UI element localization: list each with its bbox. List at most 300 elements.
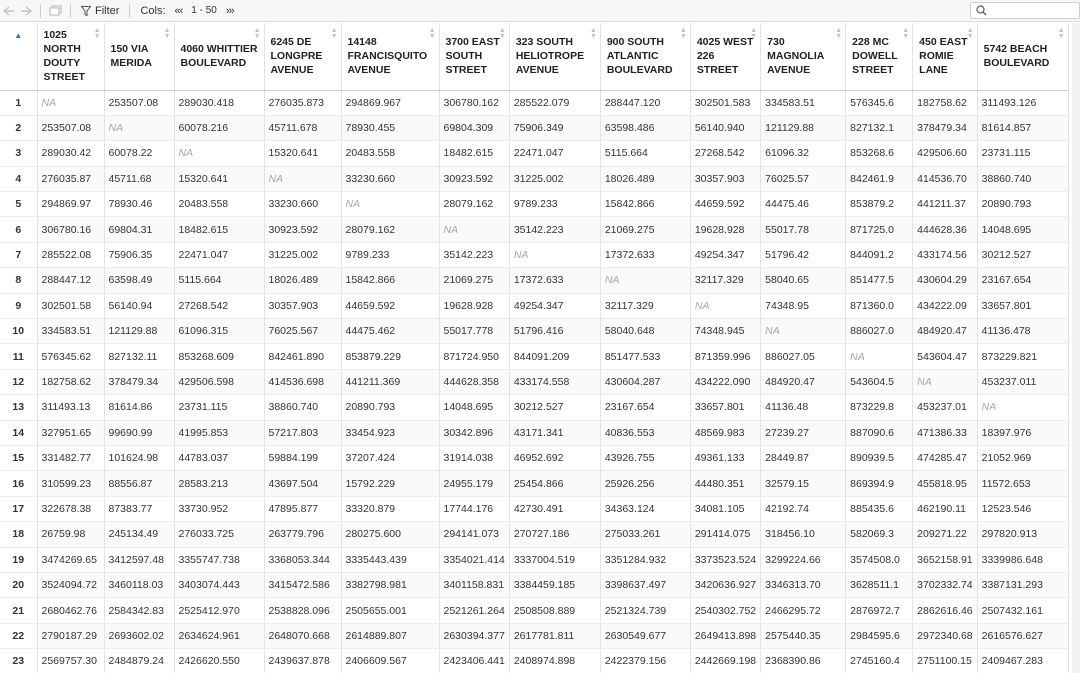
table-cell: 2745160.4 [846, 649, 913, 673]
row-number: 1 [0, 90, 37, 115]
table-cell: 46952.692 [509, 445, 600, 470]
table-cell: 288447.120 [600, 90, 690, 115]
table-cell: 44475.46 [761, 192, 846, 217]
table-cell: 37207.424 [341, 445, 439, 470]
table-cell: 294141.073 [439, 522, 509, 547]
table-cell: 30357.903 [690, 166, 760, 191]
table-cell: 253507.08 [104, 90, 174, 115]
table-cell: 3412597.48 [104, 547, 174, 572]
table-cell: 289030.418 [174, 90, 264, 115]
table-row [0, 293, 1068, 318]
table-cell: 3652158.91 [913, 547, 977, 572]
table-cell: 41136.478 [977, 319, 1068, 344]
table-cell: 842461.890 [264, 344, 341, 369]
table-cell: 294869.97 [37, 192, 104, 217]
table-cell: NA [690, 293, 760, 318]
table-cell: 3474269.65 [37, 547, 104, 572]
table-cell: 42730.491 [509, 496, 600, 521]
table-cell: NA [509, 242, 600, 267]
table-cell: NA [761, 319, 846, 344]
table-cell: 30342.896 [439, 420, 509, 445]
table-cell: 24955.179 [439, 471, 509, 496]
table-cell: 15320.641 [264, 141, 341, 166]
table-cell: 444628.358 [439, 369, 509, 394]
table-row [0, 420, 1068, 445]
column-header[interactable] [977, 23, 1068, 90]
table-cell: 2368390.86 [761, 649, 846, 673]
table-cell: 9789.233 [509, 192, 600, 217]
table-cell: 430604.29 [913, 268, 977, 293]
table-cell: 289030.42 [37, 141, 104, 166]
table-cell: 18397.976 [977, 420, 1068, 445]
table-cell: 14048.695 [439, 395, 509, 420]
table-cell: 28079.162 [341, 217, 439, 242]
table-row [0, 217, 1068, 242]
table-cell: 871359.996 [690, 344, 760, 369]
table-cell: 41136.48 [761, 395, 846, 420]
table-cell: 2693602.02 [104, 623, 174, 648]
table-cell: 827132.1 [846, 115, 913, 140]
column-header-label: 1025 NORTH DOUTY STREET [43, 29, 85, 84]
column-header[interactable] [509, 23, 600, 90]
row-number: 7 [0, 242, 37, 267]
sort-arrows-icon: ▲ ▼ [679, 27, 687, 40]
table-cell: 32117.329 [690, 268, 760, 293]
table-cell: 853879.2 [846, 192, 913, 217]
table-cell: 886027.05 [761, 344, 846, 369]
column-header-label: 6245 DE LONGPRE AVENUE [270, 36, 323, 77]
table-cell: 61096.32 [761, 141, 846, 166]
table-cell: 322678.38 [37, 496, 104, 521]
sort-arrows-icon: ▲ ▼ [428, 27, 436, 40]
table-cell: 60078.216 [174, 115, 264, 140]
table-cell: 5115.664 [174, 268, 264, 293]
table-cell: 453237.011 [977, 369, 1068, 394]
table-cell: NA [846, 344, 913, 369]
table-cell: 3355747.738 [174, 547, 264, 572]
forward-arrow-icon[interactable] [17, 2, 34, 19]
table-cell: 18026.489 [264, 268, 341, 293]
table-cell: 34081.105 [690, 496, 760, 521]
table-cell: 55017.778 [439, 319, 509, 344]
table-cell: 2876972.7 [846, 598, 913, 623]
table-cell: 44480.351 [690, 471, 760, 496]
table-cell: 30923.592 [439, 166, 509, 191]
vertical-scrollbar[interactable] [1072, 23, 1080, 673]
sort-arrows-icon: ▲ ▼ [253, 27, 261, 40]
table-cell: 2972340.68 [913, 623, 977, 648]
table-cell: 30357.903 [264, 293, 341, 318]
table-cell: 27268.542 [690, 141, 760, 166]
back-arrow-icon[interactable] [0, 2, 17, 19]
table-cell: 3398637.497 [600, 572, 690, 597]
table-cell: 869394.9 [846, 471, 913, 496]
table-cell: 75906.349 [509, 115, 600, 140]
column-header[interactable] [104, 23, 174, 90]
column-header-label: 4060 WHITTIER BOULEVARD [180, 43, 258, 70]
toolbar-divider [70, 4, 71, 18]
table-cell: 455818.95 [913, 471, 977, 496]
table-row [0, 369, 1068, 394]
sort-arrows-icon: ▲ ▼ [750, 27, 758, 40]
table-cell: 69804.309 [439, 115, 509, 140]
table-cell: 22471.047 [509, 141, 600, 166]
table-cell: 2538828.096 [264, 598, 341, 623]
table-cell: 121129.88 [104, 319, 174, 344]
row-number: 17 [0, 496, 37, 521]
table-cell: 311493.126 [977, 90, 1068, 115]
table-cell: 26759.98 [37, 522, 104, 547]
table-cell: 3382798.981 [341, 572, 439, 597]
table-cell: 276035.87 [37, 166, 104, 191]
table-cell: NA [439, 217, 509, 242]
table-row [0, 141, 1068, 166]
table-cell: 334583.51 [37, 319, 104, 344]
row-index-header[interactable] [0, 23, 37, 90]
table-cell: 253507.08 [37, 115, 104, 140]
table-cell: 43697.504 [264, 471, 341, 496]
column-header[interactable] [600, 23, 690, 90]
table-cell: 56140.94 [104, 293, 174, 318]
table-cell: 441211.37 [913, 192, 977, 217]
row-number: 22 [0, 623, 37, 648]
table-cell: 310599.23 [37, 471, 104, 496]
table-cell: 2423406.441 [439, 649, 509, 673]
table-cell: 81614.86 [104, 395, 174, 420]
table-cell: 414536.698 [264, 369, 341, 394]
table-row [0, 471, 1068, 496]
table-cell: 827132.11 [104, 344, 174, 369]
table-row [0, 319, 1068, 344]
table-cell: 844091.2 [846, 242, 913, 267]
table-cell: 3354021.414 [439, 547, 509, 572]
table-cell: 2409467.283 [977, 649, 1068, 673]
data-grid [0, 23, 1080, 673]
table-cell: 74348.95 [761, 293, 846, 318]
table-cell: 88556.87 [104, 471, 174, 496]
table-cell: NA [264, 166, 341, 191]
table-row [0, 166, 1068, 191]
column-header[interactable] [37, 23, 104, 90]
table-cell: 2614889.807 [341, 623, 439, 648]
table-cell: 2575440.35 [761, 623, 846, 648]
table-cell: 2521261.264 [439, 598, 509, 623]
table-cell: 2422379.156 [600, 649, 690, 673]
column-header[interactable] [439, 23, 509, 90]
table-cell: 276035.873 [264, 90, 341, 115]
table-cell: 44659.592 [690, 192, 760, 217]
table-row [0, 192, 1068, 217]
table-cell: 47895.877 [264, 496, 341, 521]
table-cell: 76025.567 [264, 319, 341, 344]
row-number: 20 [0, 572, 37, 597]
table-cell: 334583.51 [761, 90, 846, 115]
row-number: 15 [0, 445, 37, 470]
table-cell: 311493.13 [37, 395, 104, 420]
table-cell: 58040.648 [600, 319, 690, 344]
row-number: 9 [0, 293, 37, 318]
filter-button[interactable] [77, 5, 123, 17]
cols-next-button[interactable]: ›» [225, 4, 234, 17]
table-cell: 306780.162 [439, 90, 509, 115]
row-number: 18 [0, 522, 37, 547]
table-cell: 25454.866 [509, 471, 600, 496]
column-header[interactable] [341, 23, 439, 90]
sort-arrows-icon: ▲ ▼ [330, 27, 338, 40]
column-header-label: 5742 BEACH BOULEVARD [983, 43, 1050, 70]
popout-window-icon[interactable] [47, 2, 64, 19]
table-cell: 12523.546 [977, 496, 1068, 521]
table-cell: 2680462.76 [37, 598, 104, 623]
filter-label: Filter [95, 4, 120, 17]
table-cell: 35142.223 [509, 217, 600, 242]
table-cell: 429506.60 [913, 141, 977, 166]
table-cell: 873229.8 [846, 395, 913, 420]
table-cell: 2426620.550 [174, 649, 264, 673]
table-cell: 101624.98 [104, 445, 174, 470]
table-cell: 81614.857 [977, 115, 1068, 140]
table-row [0, 268, 1068, 293]
table-cell: 543604.5 [846, 369, 913, 394]
table-cell: 3384459.185 [509, 572, 600, 597]
table-cell: 38860.740 [977, 166, 1068, 191]
table-cell: 63598.49 [104, 268, 174, 293]
table-cell: 2484879.24 [104, 649, 174, 673]
table-cell: 15842.866 [341, 268, 439, 293]
table-row [0, 572, 1068, 597]
table-cell: NA [600, 268, 690, 293]
table-cell: 444628.36 [913, 217, 977, 242]
column-header[interactable] [846, 23, 913, 90]
column-header-label: 228 MC DOWELL STREET [852, 36, 898, 77]
table-cell: 871724.950 [439, 344, 509, 369]
table-cell: 885435.6 [846, 496, 913, 521]
table-cell: 484920.47 [761, 369, 846, 394]
table-cell: 3415472.586 [264, 572, 341, 597]
sort-arrows-icon: ▲ ▼ [966, 27, 974, 40]
table-cell: 2634624.961 [174, 623, 264, 648]
table-cell: 853268.6 [846, 141, 913, 166]
table-cell: 121129.88 [761, 115, 846, 140]
table-cell: 2790187.29 [37, 623, 104, 648]
table-cell: 32117.329 [600, 293, 690, 318]
table-cell: 51796.416 [509, 319, 600, 344]
sort-arrows-icon: ▲ ▼ [902, 27, 910, 40]
table-cell: 471386.33 [913, 420, 977, 445]
table-cell: 75906.35 [104, 242, 174, 267]
table-cell: 3420636.927 [690, 572, 760, 597]
cols-prev-button[interactable]: «‹ [174, 4, 183, 17]
table-cell: 871725.0 [846, 217, 913, 242]
table-cell: 15320.641 [174, 166, 264, 191]
table-cell: 3387131.293 [977, 572, 1068, 597]
table-cell: 2442669.198 [690, 649, 760, 673]
table-cell: 5115.664 [600, 141, 690, 166]
table-cell: 576345.62 [37, 344, 104, 369]
column-header[interactable] [174, 23, 264, 90]
table-cell: 853879.229 [341, 344, 439, 369]
table-cell: 2525412.970 [174, 598, 264, 623]
table-cell: 263779.796 [264, 522, 341, 547]
table-cell: 3401158.831 [439, 572, 509, 597]
table-cell: 74348.945 [690, 319, 760, 344]
table-cell: NA [104, 115, 174, 140]
row-number: 12 [0, 369, 37, 394]
table-cell: 270727.186 [509, 522, 600, 547]
row-number: 16 [0, 471, 37, 496]
table-row [0, 90, 1068, 115]
table-cell: 23167.654 [600, 395, 690, 420]
table-cell: 430604.287 [600, 369, 690, 394]
row-number: 8 [0, 268, 37, 293]
table-cell: 42192.74 [761, 496, 846, 521]
table-row [0, 598, 1068, 623]
table-cell: 21069.275 [439, 268, 509, 293]
table-cell: 48569.983 [690, 420, 760, 445]
table-cell: 2521324.739 [600, 598, 690, 623]
column-header-label: 730 MAGNOLIA AVENUE [767, 36, 824, 77]
table-cell: 14048.695 [977, 217, 1068, 242]
table-cell: 2649413.898 [690, 623, 760, 648]
table-row [0, 496, 1068, 521]
table-cell: 280275.600 [341, 522, 439, 547]
row-number: 21 [0, 598, 37, 623]
sort-arrows-icon: ▲ ▼ [589, 27, 597, 40]
table-cell: 2648070.668 [264, 623, 341, 648]
table-row [0, 547, 1068, 572]
sort-arrows-icon: ▲ ▼ [93, 27, 101, 40]
table-cell: 60078.22 [104, 141, 174, 166]
table-cell: 58040.65 [761, 268, 846, 293]
table-cell: 76025.57 [761, 166, 846, 191]
table-cell: 886027.0 [846, 319, 913, 344]
table-cell: 2630549.677 [600, 623, 690, 648]
table-cell: 33657.801 [977, 293, 1068, 318]
table-cell: 59884.199 [264, 445, 341, 470]
column-pager [166, 5, 237, 17]
table-cell: 87383.77 [104, 496, 174, 521]
table-cell: 441211.369 [341, 369, 439, 394]
table-cell: 49361.133 [690, 445, 760, 470]
table-cell: 576345.6 [846, 90, 913, 115]
table-row [0, 445, 1068, 470]
table-cell: 2507432.161 [977, 598, 1068, 623]
table-cell: 378479.34 [913, 115, 977, 140]
table-cell: 28583.213 [174, 471, 264, 496]
table-cell: 63598.486 [600, 115, 690, 140]
table-cell: 3337004.519 [509, 547, 600, 572]
table-cell: 28449.87 [761, 445, 846, 470]
table-cell: 2569757.30 [37, 649, 104, 673]
table-cell: 20890.793 [977, 192, 1068, 217]
sort-arrows-icon: ▲ ▼ [163, 27, 171, 40]
table-cell: 3574508.0 [846, 547, 913, 572]
table-row [0, 649, 1068, 673]
table-cell: 3368053.344 [264, 547, 341, 572]
table-cell: 35142.223 [439, 242, 509, 267]
table-cell: 22471.047 [174, 242, 264, 267]
table-cell: 33230.660 [264, 192, 341, 217]
column-header-label: 4025 WEST 226 STREET [696, 36, 754, 77]
table-cell: 3460118.03 [104, 572, 174, 597]
table-cell: 3346313.70 [761, 572, 846, 597]
column-header[interactable] [761, 23, 846, 90]
table-cell: 851477.533 [600, 344, 690, 369]
sort-arrows-icon: ▲ ▼ [835, 27, 843, 40]
search-input[interactable] [970, 2, 1080, 19]
row-number: 14 [0, 420, 37, 445]
table-cell: 33230.660 [341, 166, 439, 191]
table-cell: 30923.592 [264, 217, 341, 242]
toolbar-divider [129, 4, 130, 18]
table-cell: 871360.0 [846, 293, 913, 318]
table-row [0, 115, 1068, 140]
table-cell: 23731.115 [174, 395, 264, 420]
table-cell: 2584342.83 [104, 598, 174, 623]
table-cell: 3351284.932 [600, 547, 690, 572]
table-cell: 27239.27 [761, 420, 846, 445]
table-cell: 34363.124 [600, 496, 690, 521]
table-row [0, 623, 1068, 648]
column-header[interactable] [913, 23, 977, 90]
table-cell: 20890.793 [341, 395, 439, 420]
table-cell: 69804.31 [104, 217, 174, 242]
table-cell: 28079.162 [439, 192, 509, 217]
table-cell: NA [341, 192, 439, 217]
table-cell: 3702332.74 [913, 572, 977, 597]
row-number: 19 [0, 547, 37, 572]
table-cell: 378479.34 [104, 369, 174, 394]
column-header[interactable] [690, 23, 760, 90]
table-cell: 873229.821 [977, 344, 1068, 369]
table-cell: 890939.5 [846, 445, 913, 470]
table-cell: 78930.455 [341, 115, 439, 140]
table-cell: 275033.261 [600, 522, 690, 547]
table-row [0, 522, 1068, 547]
table-cell: 19628.928 [439, 293, 509, 318]
table-cell: 78930.46 [104, 192, 174, 217]
table-cell: 9789.233 [341, 242, 439, 267]
table-cell: 33454.923 [341, 420, 439, 445]
table-cell: 33730.952 [174, 496, 264, 521]
table-cell: 182758.62 [37, 369, 104, 394]
table-cell: 2617781.811 [509, 623, 600, 648]
column-header-label: 450 EAST ROMIE LANE [919, 36, 968, 77]
table-cell: 51796.42 [761, 242, 846, 267]
table-cell: 3628511.1 [846, 572, 913, 597]
table-cell: 2630394.377 [439, 623, 509, 648]
row-number: 3 [0, 141, 37, 166]
row-number: 6 [0, 217, 37, 242]
table-cell: 45711.678 [264, 115, 341, 140]
column-header-label: 323 SOUTH HELIOTROPE AVENUE [515, 36, 585, 77]
table-cell: 15792.229 [341, 471, 439, 496]
table-cell: 31225.002 [509, 166, 600, 191]
table-cell: 318456.10 [761, 522, 846, 547]
table-cell: 32579.15 [761, 471, 846, 496]
data-table [0, 23, 1069, 673]
table-cell: 2862616.46 [913, 598, 977, 623]
table-row [0, 344, 1068, 369]
table-cell: 302501.58 [37, 293, 104, 318]
table-cell: 474285.47 [913, 445, 977, 470]
table-cell: 182758.62 [913, 90, 977, 115]
table-cell: 17372.633 [509, 268, 600, 293]
table-cell: 851477.5 [846, 268, 913, 293]
table-cell: 30212.527 [977, 242, 1068, 267]
column-header[interactable] [264, 23, 341, 90]
table-cell: 38860.740 [264, 395, 341, 420]
